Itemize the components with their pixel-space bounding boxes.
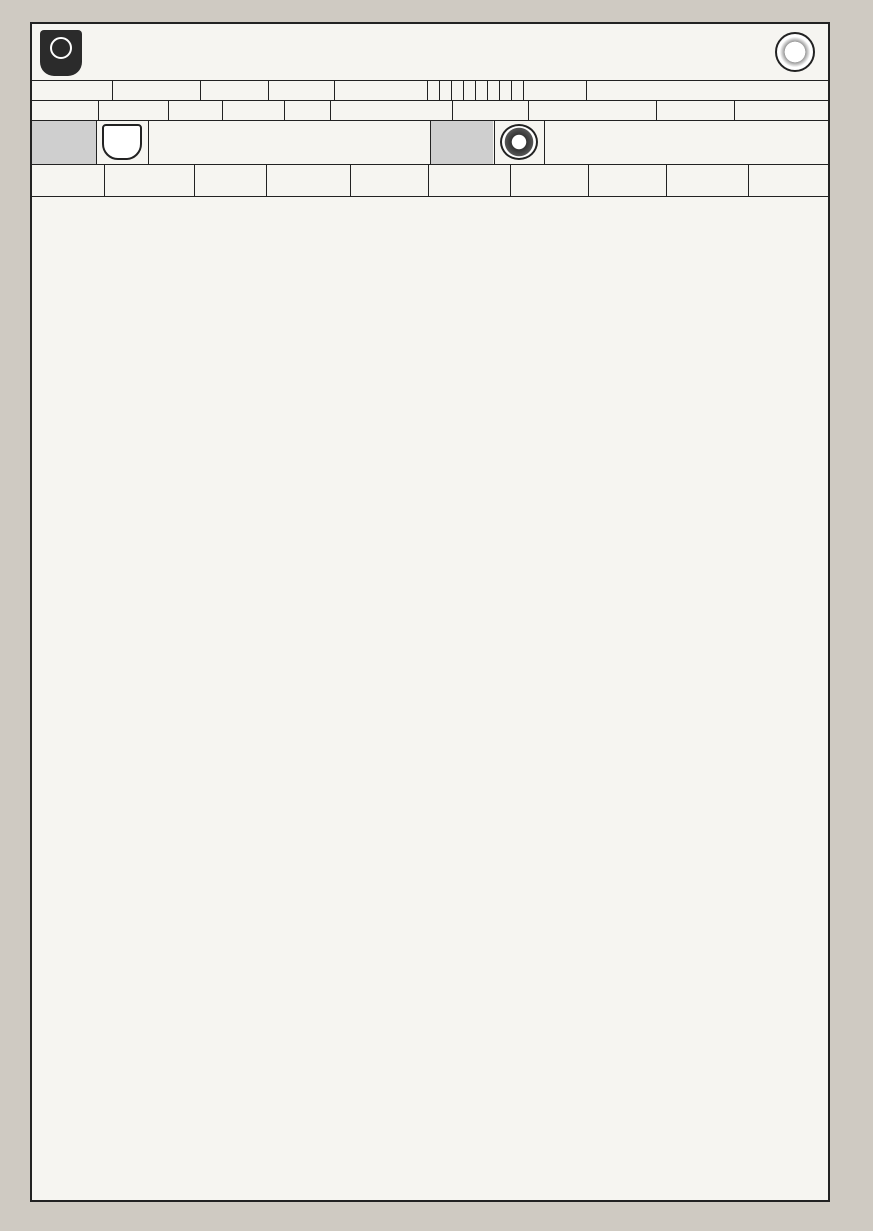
match-no-label [335,81,425,100]
competition-name [588,81,828,100]
men-label [114,81,178,100]
spectators [735,101,830,120]
score-sheet [30,22,830,1202]
venue [529,101,655,120]
half-a [268,165,306,196]
venue-label [453,101,527,120]
match-digit [427,80,439,100]
team-b-logo [500,124,538,160]
match-date [99,101,167,120]
match-place [331,101,451,120]
half-colon [306,165,318,196]
sheet-title [124,30,764,76]
match-number [427,80,535,100]
arrow-left-icon [270,81,288,100]
team-a-name [149,122,429,140]
result-a [106,165,144,196]
team-a-label [32,121,96,164]
place-label [285,101,329,120]
result-b [156,165,194,196]
match-digit [499,80,511,100]
ot2-colon [589,165,665,196]
match-time [223,101,283,120]
match-digit [439,80,451,100]
match-digit [511,80,523,100]
spectators-label [657,101,733,120]
handball-ball-icon [775,32,815,72]
competition-label [32,81,112,100]
match-digit [463,80,475,100]
after7-label [667,165,747,196]
half-label [195,165,265,196]
match-digit [451,80,463,100]
men-women-mark [250,81,264,100]
half-b [318,165,348,196]
team-b-name [545,122,830,140]
ot2-label [511,165,587,196]
ot1-colon [429,165,509,196]
match-digit [487,80,499,100]
after7-colon [749,165,830,196]
team-b-label [431,121,493,164]
team-a-logo [102,124,142,160]
team-a-city [149,144,429,162]
match-digit [475,80,487,100]
arrow-right-icon [178,81,198,100]
federation-logo [40,30,82,76]
women-label [288,81,332,100]
team-b-city [545,144,830,162]
result-label [32,165,104,196]
time-label [169,101,219,120]
result-colon [144,165,156,196]
ot1-label [351,165,427,196]
competition-name-label [542,81,584,100]
date-label [32,101,96,120]
match-digit [523,80,535,100]
